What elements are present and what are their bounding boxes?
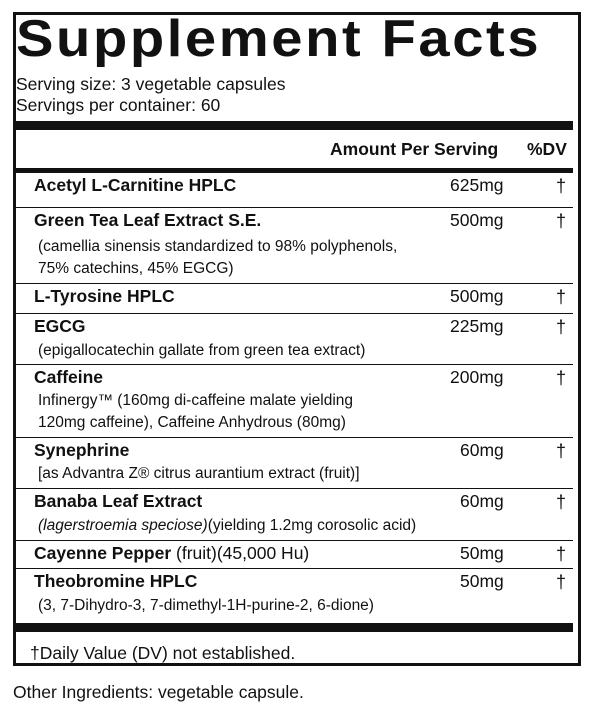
dv-footnote: †Daily Value (DV) not established. bbox=[30, 643, 296, 663]
ingredient-amount: 50mg bbox=[460, 571, 504, 591]
ingredient-amount: 50mg bbox=[460, 543, 504, 563]
ingredient-dv: † bbox=[556, 317, 567, 337]
ingredient-description: (epigallocatechin gallate from green tea extract) bbox=[38, 342, 366, 359]
table-row bbox=[16, 314, 573, 365]
ingredient-dv: † bbox=[556, 368, 567, 388]
ingredient-description: [as Advantra Z® citrus aurantium extract (fruit)] bbox=[38, 465, 360, 482]
ingredient-name: Green Tea Leaf Extract S.E. bbox=[34, 210, 262, 230]
ingredient-amount: 200mg bbox=[450, 367, 504, 387]
table-row bbox=[16, 173, 573, 208]
ingredient-amount: 225mg bbox=[450, 316, 504, 336]
ingredient-description bbox=[38, 516, 416, 535]
ingredient-dv: † bbox=[556, 441, 567, 461]
ingredient-name bbox=[34, 545, 309, 563]
table-row bbox=[16, 489, 573, 541]
ingredient-description-rest: (yielding 1.2mg corosolic acid) bbox=[207, 517, 417, 534]
ingredient-dv: † bbox=[556, 492, 567, 512]
daily-value-header: %DV bbox=[527, 139, 567, 159]
ingredient-dv: † bbox=[556, 176, 567, 196]
ingredient-dv: † bbox=[556, 544, 567, 564]
table-row bbox=[16, 569, 573, 623]
ingredient-name: Acetyl L-Carnitine HPLC bbox=[34, 175, 237, 195]
ingredient-name-extra: (fruit)(45,000 Hu) bbox=[176, 543, 310, 563]
ingredient-amount: 625mg bbox=[450, 175, 504, 195]
ingredient-name-main: Cayenne Pepper bbox=[34, 543, 172, 563]
ingredient-description: (3, 7-Dihydro-3, 7-dimethyl-1H-purine-2, 6-dione) bbox=[38, 597, 374, 614]
ingredient-dv: † bbox=[556, 211, 567, 231]
table-row bbox=[16, 438, 573, 489]
ingredient-amount: 60mg bbox=[460, 491, 504, 511]
table-row bbox=[16, 284, 573, 314]
table-row bbox=[16, 365, 573, 438]
ingredient-description: 120mg caffeine), Caffeine Anhydrous (80mg) bbox=[38, 414, 346, 431]
ingredient-description: 75% catechins, 45% EGCG) bbox=[38, 260, 234, 277]
ingredient-name: EGCG bbox=[34, 316, 86, 336]
ingredient-name: Banaba Leaf Extract bbox=[34, 491, 203, 511]
table-row bbox=[16, 208, 573, 284]
ingredient-description: (camellia sinensis standardized to 98% polyphenols, bbox=[38, 238, 398, 255]
serving-size: Serving size: 3 vegetable capsules bbox=[16, 74, 286, 94]
ingredient-name: Synephrine bbox=[34, 440, 130, 460]
other-ingredients: Other Ingredients: vegetable capsule. bbox=[13, 682, 304, 702]
ingredient-description-italic: (lagerstroemia speciose) bbox=[38, 517, 208, 534]
panel-title: Supplement Facts bbox=[16, 10, 542, 68]
ingredient-dv: † bbox=[556, 572, 567, 592]
bottom-divider-bar bbox=[16, 623, 573, 632]
top-divider-bar bbox=[16, 121, 573, 130]
amount-per-serving-header: Amount Per Serving bbox=[330, 139, 499, 159]
servings-per-container: Servings per container: 60 bbox=[16, 95, 221, 115]
ingredient-amount: 500mg bbox=[450, 286, 504, 306]
ingredient-description: Infinergy™ (160mg di-caffeine malate yielding bbox=[38, 392, 354, 409]
ingredient-name: L-Tyrosine HPLC bbox=[34, 286, 175, 306]
table-row bbox=[16, 541, 573, 569]
ingredient-dv: † bbox=[556, 287, 567, 307]
ingredient-amount: 500mg bbox=[450, 210, 504, 230]
ingredient-amount: 60mg bbox=[460, 440, 504, 460]
ingredient-name: Theobromine HPLC bbox=[34, 571, 198, 591]
ingredient-name: Caffeine bbox=[34, 367, 104, 387]
